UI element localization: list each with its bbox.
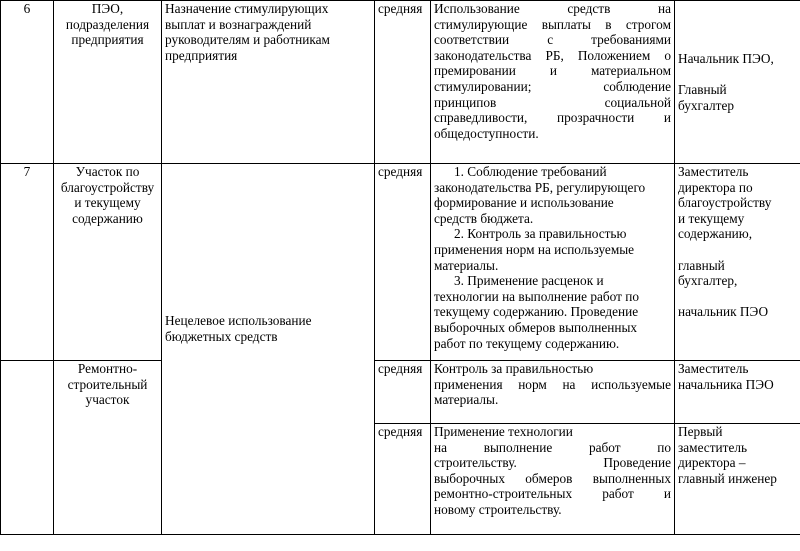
measure-text: текущему содержанию. Проведение [434,304,639,320]
risk-cell [162,164,375,535]
measure-text: строительству. Проведение [434,455,671,471]
measure-text: премировании и материальном [434,63,671,79]
responsible-text: и текущему [678,210,745,226]
table-row [1,361,800,424]
responsible-text: директора – [678,455,746,471]
responsible-text: Заместитель [678,164,749,179]
department-text: предприятия [71,32,144,48]
risk-text: Назначение стимулирующих [165,1,329,16]
measures-cell [431,164,675,361]
responsible-text: Главный [678,82,727,97]
measures-cell [431,361,675,424]
measure-text: выборочных обмеров выполненных [434,470,671,486]
measure-text: принципов социальной [434,94,671,110]
responsible-cell [675,424,800,535]
measure-text: материалы. [434,392,499,408]
measures-cell [431,424,675,535]
risk-level-cell: средняя [375,424,431,535]
table-row [1,164,800,361]
risk-text: бюджетных средств [165,329,278,344]
measure-text: 3. Применение расценок и [454,273,604,289]
measures-cell [431,1,675,164]
measure-text: формирование и использование [434,195,614,211]
responsible-cell [675,361,800,424]
risk-text: руководителям и работникам [165,32,330,48]
responsible-text: начальник ПЭО [678,304,769,320]
department-cell [54,164,162,361]
responsible-text: главный инженер [678,470,777,486]
department-text: благоустройству [60,179,155,195]
responsible-text: заместитель [678,439,748,455]
measure-text: средств бюджета. [434,210,534,226]
measure-text: на выполнение работ по [434,439,671,455]
responsible-text: Первый [678,424,723,439]
responsible-text: начальника ПЭО [678,376,774,392]
department-text: содержанию [72,210,143,226]
risk-level-cell: средняя [375,1,431,164]
responsible-text: бухгалтер [678,97,735,113]
row-number: 6 [1,1,54,164]
risk-text: предприятия [165,47,238,63]
department-text: Ремонтно- [77,361,138,376]
measure-text: 1. Соблюдение требований [454,164,607,179]
department-text: участок [85,392,130,408]
risk-cell [162,1,375,164]
measure-text: Использование средств на [434,1,671,16]
risk-text: выплат и вознаграждений [165,16,312,32]
measure-text: технологии на выполнение работ по [434,288,640,304]
responsible-text: директора по [678,179,753,195]
measure-text: выборочных обмеров выполненных [434,319,638,335]
risk-text: Нецелевое использование [165,313,312,329]
measure-text: применения норм на используемые [434,376,671,392]
responsible-cell [675,1,800,164]
department-text: подразделения [65,16,150,32]
measure-text: новому строительству. [434,501,562,517]
responsible-text: главный [678,257,725,273]
measure-text: применения норм на используемые [434,241,635,257]
risk-level-cell: средняя [375,361,431,424]
risk-level-cell: средняя [375,164,431,361]
responsible-text: благоустройству [678,195,772,211]
measure-text: законодательства РБ, регулирующего [434,179,646,195]
measure-text: законодательства РБ, Положением о [434,47,671,63]
measure-text: стимулировании; соблюдение [434,78,671,94]
measure-text: Применение технологии [434,424,573,439]
row-number: 7 [1,164,54,361]
responsible-text: бухгалтер, [678,273,738,289]
responsible-text: содержанию, [678,226,753,242]
measure-text: ремонтно-строительных работ и [434,486,671,502]
responsible-cell [675,164,800,361]
responsible-text: Заместитель [678,361,749,376]
measure-text: Контроль за правильностью [434,361,594,376]
measure-text: работ по текущему содержанию. [434,335,620,351]
department-text: строительный [67,376,148,392]
measure-text: материалы. [434,257,499,273]
department-text: Участок по [75,164,140,179]
measure-text: справедливости, прозрачности и [434,110,671,126]
department-cell [54,1,162,164]
measure-text: стимулирующие выплаты в строгом [434,16,671,32]
row-number [1,361,54,535]
department-text: ПЭО, [91,1,124,16]
measure-text: 2. Контроль за правильностью [454,226,627,242]
responsible-text: Начальник ПЭО, [678,50,774,66]
department-cell [54,361,162,535]
measure-text: общедоступности. [434,125,539,141]
table-row [1,1,800,164]
department-text: и текущему [74,195,141,211]
measure-text: соответствии с требованиями [434,32,671,48]
